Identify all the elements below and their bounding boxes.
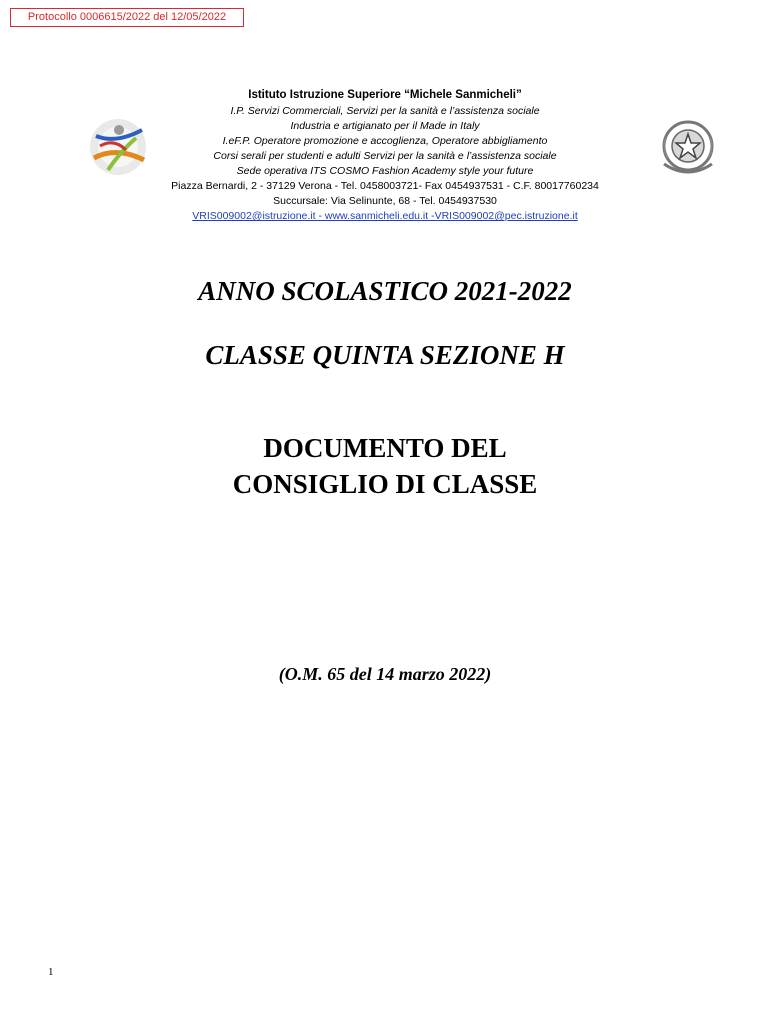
- document-title-line-2: CONSIGLIO DI CLASSE: [232, 469, 538, 499]
- header-contacts-link[interactable]: VRIS009002@istruzione.it - www.sanmicheli.edu.it -VRIS009002@pec.istruzione.it: [192, 210, 578, 222]
- header-branch: Succursale: Via Selinunte, 68 - Tel. 0454937530: [273, 195, 497, 207]
- page-number: 1: [48, 966, 54, 978]
- header-line-2: Industria e artigianato per il Made in Italy: [290, 120, 480, 132]
- institute-header: [120, 88, 650, 224]
- document-title: [0, 430, 770, 502]
- document-title-line-1: DOCUMENTO DEL: [263, 433, 507, 463]
- institute-name: Istituto Istruzione Superiore “Michele Sanmicheli”: [248, 89, 522, 101]
- class-title: CLASSE QUINTA SEZIONE H: [205, 340, 565, 370]
- protocol-stamp: Protocollo 0006615/2022 del 12/05/2022: [10, 8, 244, 27]
- header-line-4: Corsi serali per studenti e adulti Servizi per la sanità e l’assistenza sociale: [213, 150, 557, 162]
- header-line-1: I.P. Servizi Commerciali, Servizi per la sanità e l’assistenza sociale: [230, 105, 540, 117]
- ordinance-reference: (O.M. 65 del 14 marzo 2022): [278, 664, 492, 684]
- header-address: Piazza Bernardi, 2 - 37129 Verona - Tel. 0458003721- Fax 0454937531 - C.F. 80017760234: [171, 180, 599, 192]
- header-line-3: I.eF.P. Operatore promozione e accoglienza, Operatore abbigliamento: [222, 135, 548, 147]
- header-line-5: Sede operativa ITS COSMO Fashion Academy style your future: [236, 165, 534, 177]
- school-year-title: ANNO SCOLASTICO 2021-2022: [198, 276, 572, 306]
- republic-emblem-icon: [656, 118, 720, 178]
